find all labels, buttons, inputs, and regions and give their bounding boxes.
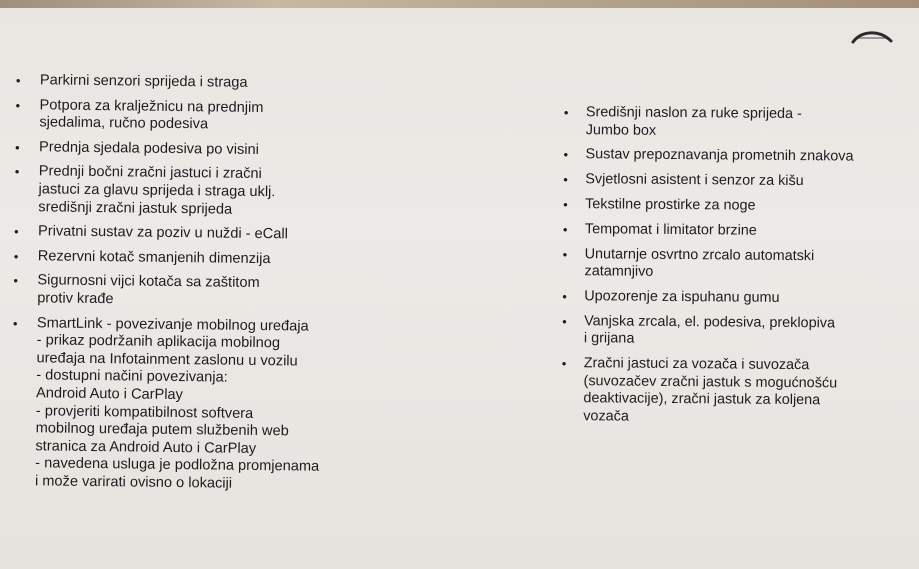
list-item-line: Potpora za kralježnicu na prednjim xyxy=(39,96,264,116)
list-item xyxy=(13,97,373,137)
list-item xyxy=(559,355,900,428)
bullet-icon: • xyxy=(563,172,568,188)
list-item xyxy=(560,288,900,309)
bullet-icon: • xyxy=(13,273,19,289)
list-item-line: Vanjska zrcala, el. podesiva, preklopiva xyxy=(584,312,836,332)
list-item xyxy=(13,139,373,161)
bullet-icon: • xyxy=(15,97,21,113)
bullet-icon: • xyxy=(563,196,568,212)
paper-top-edge xyxy=(0,0,919,8)
equipment-list-right xyxy=(559,104,902,436)
list-item-line: SmartLink - povezivanje mobilnog uređaja xyxy=(36,314,309,335)
list-item-line: Tempomat i limitator brzine xyxy=(584,220,757,239)
bullet-icon: • xyxy=(562,313,567,329)
list-item-line: Sustav prepoznavanja prometnih znakova xyxy=(585,146,854,165)
list-item-line: Privatni sustav za poziv u nuždi - eCall xyxy=(37,223,288,243)
list-item-line: sjedalima, ručno podesiva xyxy=(39,114,209,133)
list-item xyxy=(12,223,372,245)
equipment-list-left xyxy=(9,72,374,502)
list-item-line: Svjetlosni asistent i senzor za kišu xyxy=(585,171,804,190)
list-item-line: (suvozačev zračni jastuk s mogućnošću xyxy=(583,372,838,392)
list-item xyxy=(12,163,373,220)
list-item-line: zatamnjivo xyxy=(584,263,654,280)
list-item-line: središnji zračni jastuk sprijeda xyxy=(38,198,233,218)
list-item xyxy=(560,313,900,351)
bullet-icon: • xyxy=(562,288,567,304)
bullet-icon: • xyxy=(562,221,568,237)
bullet-icon: • xyxy=(13,248,19,264)
list-item-line: Tekstilne prostirke za noge xyxy=(585,196,756,214)
list-item-line: - dostupni načini povezivanja: xyxy=(36,367,228,386)
list-item-line: Sigurnosni vijci kotača sa zaštitom xyxy=(37,272,260,292)
list-item-line: - provjeriti kompatibilnost softvera xyxy=(35,402,254,422)
list-item xyxy=(561,171,901,192)
list-item-line: - prikaz podržanih aplikacija mobilnog xyxy=(36,332,281,352)
list-item-line: stranica za Android Auto i CarPlay xyxy=(35,437,257,457)
curved-pen-mark-icon xyxy=(850,26,894,46)
bullet-icon: • xyxy=(563,147,569,163)
list-item-line: - navedena usluga je podložna promjenama xyxy=(35,455,320,476)
list-item-line: i grijana xyxy=(583,330,635,347)
bullet-icon: • xyxy=(14,164,20,180)
list-item-line: Rezervni kotač smanjenih dimenzija xyxy=(37,248,271,267)
list-item xyxy=(561,221,901,242)
list-item-line: Android Auto i CarPlay xyxy=(35,385,183,403)
bullet-icon: • xyxy=(15,73,21,89)
bullet-icon: • xyxy=(13,224,19,240)
list-item-line: vozača xyxy=(583,408,629,425)
list-item xyxy=(14,72,374,94)
bullet-icon: • xyxy=(563,105,569,121)
bullet-icon: • xyxy=(12,315,18,331)
list-item xyxy=(11,272,371,312)
list-item-line: Prednja sjedala podesiva po visini xyxy=(38,139,260,158)
list-item-line: Središnji naslon za ruke sprijeda - xyxy=(585,104,802,123)
list-item-line: deaktivacije), zračni jastuk za koljena xyxy=(583,390,821,409)
list-item-line: Upozorenje za ispuhanu gumu xyxy=(584,288,780,306)
list-item xyxy=(12,248,372,270)
bullet-icon: • xyxy=(562,246,568,262)
list-item xyxy=(9,315,371,495)
list-item-line: protiv krađe xyxy=(37,290,114,308)
list-item-line: Prednji bočni zračni jastuci i zračni xyxy=(38,163,262,183)
list-item-line: i može varirati ovisno o lokaciji xyxy=(34,473,233,492)
list-item-line: jastuci za glavu sprijeda i straga uklj. xyxy=(38,181,276,201)
bullet-icon: • xyxy=(14,139,20,155)
list-item-line: Unutarnje osvrtno zrcalo automatski xyxy=(584,245,815,264)
list-item-line: Jumbo box xyxy=(585,121,657,139)
list-item-line: Zračni jastuci za vozača i suvozača xyxy=(583,355,810,374)
list-item-line: uređaja na Infotainment zaslonu u vozilu xyxy=(36,350,298,370)
list-item xyxy=(562,104,902,142)
list-item xyxy=(561,146,901,167)
list-item xyxy=(560,245,900,283)
bullet-icon: • xyxy=(561,356,567,372)
list-item-line: Parkirni senzori sprijeda i straga xyxy=(39,72,248,91)
list-item xyxy=(561,196,901,217)
list-item-line: mobilnog uređaja putem službenih web xyxy=(35,420,289,440)
